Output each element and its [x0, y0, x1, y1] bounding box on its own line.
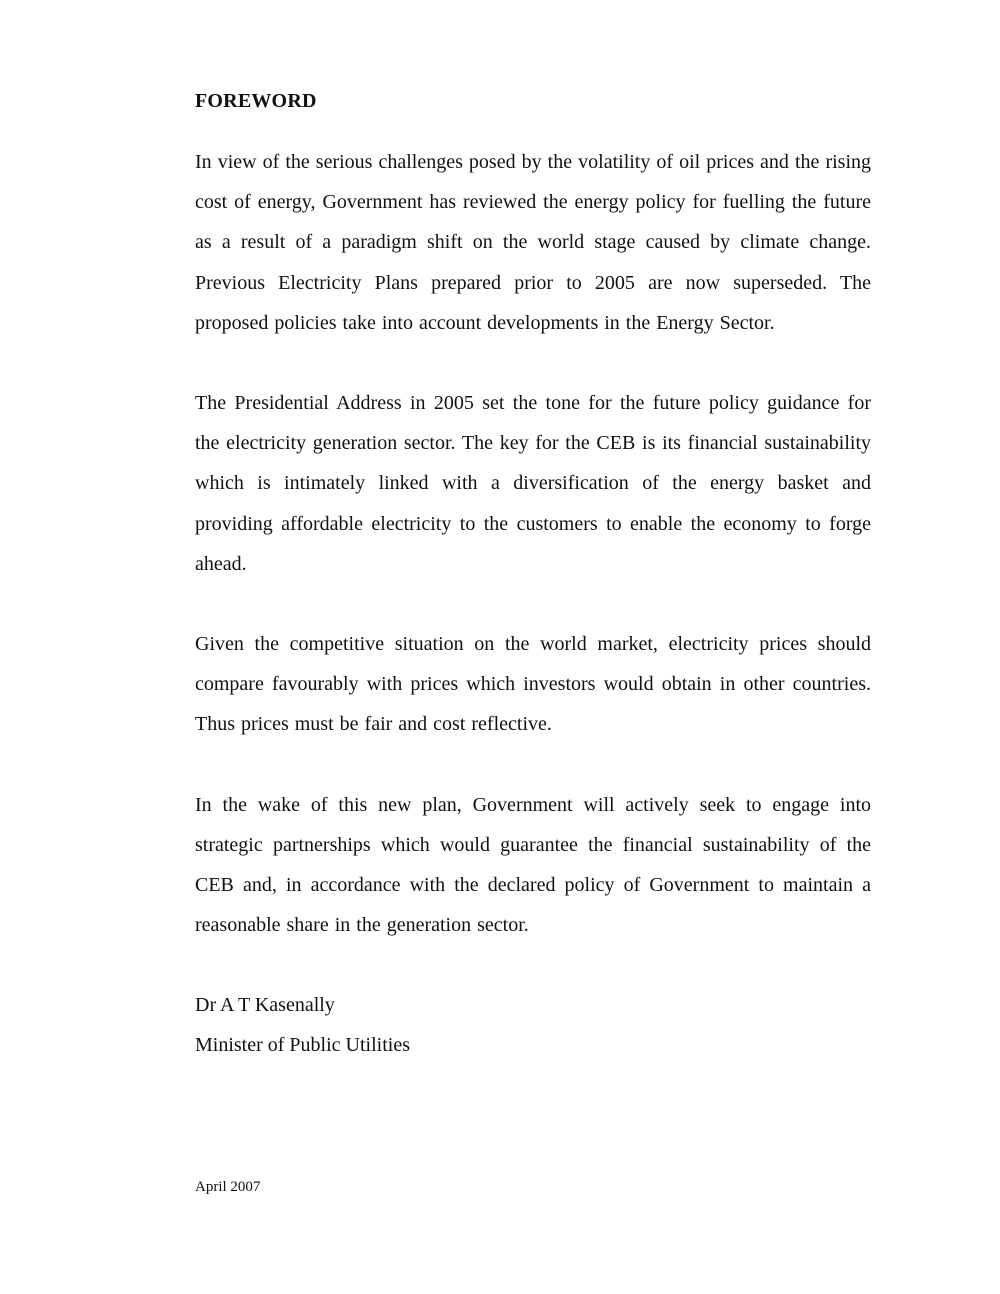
- document-page: [195, 88, 871, 1065]
- paragraph-3: Given the competitive situation on the world market, electricity prices should compare favourably with prices which investors would obtain in other countries. Thus prices must be fair and cost reflective.: [195, 633, 871, 736]
- signatory-name: Dr A T Kasenally: [195, 994, 335, 1017]
- signatory-title: Minister of Public Utilities: [195, 1034, 410, 1057]
- paragraph-2: The Presidential Address in 2005 set the tone for the future policy guidance for the electricity generation sector. The key for the CEB is its financial sustainability which is intimately linked with a diversification of the energy basket and providing affordable electricity to the customers to enable the economy to forge ahead.: [195, 392, 871, 575]
- signature-block: [195, 985, 871, 1065]
- paragraph-1: In view of the serious challenges posed by the volatility of oil prices and the rising cost of energy, Government has reviewed the energy policy for fuelling the future as a result of a paradigm shift on the world stage caused by climate change. Previous Electricity Plans prepared prior to 2005 are now superseded. The proposed policies take into account developments in the Energy Sector.: [195, 151, 871, 334]
- document-date: April 2007: [195, 1179, 261, 1195]
- paragraph-4: In the wake of this new plan, Government will actively seek to engage into strategic partnerships which would guarantee the financial sustainability of the CEB and, in accordance with the declared policy of Government to maintain a reasonable share in the generation sector.: [195, 793, 871, 937]
- page-title: FOREWORD: [195, 90, 317, 112]
